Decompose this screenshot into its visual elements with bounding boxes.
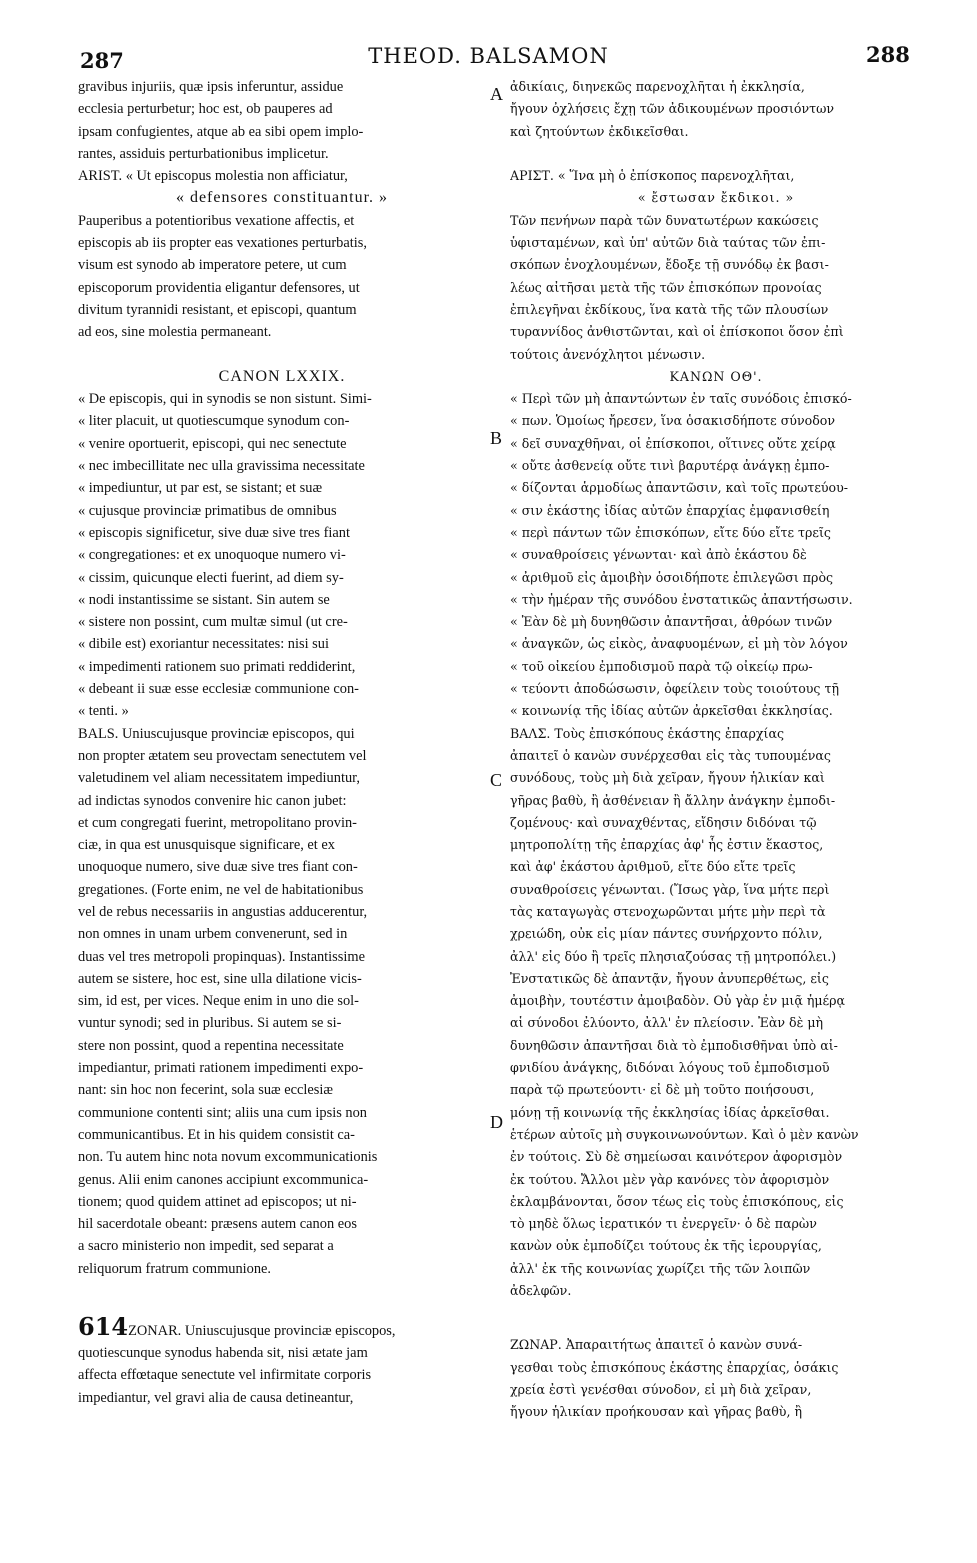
text-line: ἀπαιτεῖ ὁ κανὼν συνέρχεσθαι εἰς τὰς τυπουμένας — [510, 747, 831, 763]
text-line: « cissim, quicunque electi fuerint, ad diem sy- — [78, 569, 344, 586]
text-line: ἤγουν ἡλικίαν προήκουσαν καὶ γῆρας βαθὺ, ἢ — [510, 1404, 803, 1420]
column-number-marker: 614 — [78, 1312, 129, 1342]
text-line: stere non possint, quod a repentina necessitate — [78, 1037, 344, 1054]
text-line: communione contenti sint; aliis una cum ipsis non — [78, 1104, 367, 1121]
text-line: et cum congregati fuerint, metropolitano provin- — [78, 814, 357, 831]
text-line: ARIST. « Ut episcopus molestia non afficiatur, — [78, 168, 348, 185]
text-line: παρὰ τῷ πρωτεύοντι· εἰ δὲ μὴ τοῦτο ποιήσουσι, — [510, 1082, 815, 1098]
text-line: CANON LXXIX. — [218, 367, 346, 385]
text-line: episcoporum providentia eligantur defensores, ut — [78, 279, 360, 296]
text-line: ἐκλαμβάνονται, ὅσον τέως εἰς τοὺς ἐπισκόπους, εἰς — [510, 1193, 844, 1209]
text-line: episcopis ab iis propter eas vexationes perturbatis, — [78, 235, 367, 252]
text-line: gravibus injuriis, quæ ipsis inferuntur, assidue — [78, 79, 344, 95]
blank-line — [78, 344, 486, 366]
blank-line — [510, 143, 922, 165]
text-line: « congregationes: et ex unoquoque numero vi- — [78, 547, 346, 564]
text-line: « Περὶ τῶν μὴ ἀπαντώντων ἐν ταῖς συνόδοις ἐπισκό- — [510, 391, 852, 407]
text-line: γῆρας βαθὺ, ἢ ἀσθένειαν ἢ ἄλλην ἀνάγκην ἐμποδι- — [510, 792, 836, 808]
text-line: ἐν τούτοις. Σὺ δὲ σημείωσαι καινότερον ἀφορισμὸν — [510, 1149, 843, 1165]
text-line: ἀδελφῶν. — [510, 1283, 572, 1299]
text-line: ecclesia perturbetur; hoc est, ob pauperes ad — [78, 101, 333, 118]
text-line: communicantibus. Et in his quidem consistit ca- — [78, 1126, 355, 1143]
text-line: a sacro ministerio non impedit, sed separat a — [78, 1238, 334, 1255]
text-line: « nodi instantissime se sistant. Sin autem se — [78, 591, 330, 608]
text-line: « τοῦ οἰκείου ἐμποδισμοῦ παρὰ τῷ οἰκείῳ πρω- — [510, 658, 813, 674]
latin-column — [78, 76, 486, 1409]
text-line: « δίζονται ἁρμοδίως ἀπαντῶσιν, καὶ τοῖς πρωτεύου- — [510, 480, 849, 496]
text-line: « ἔστωσαν ἔκδικοι. » — [637, 190, 795, 206]
text-line: συναθροίσεις γένωνται. (Ἴσως γὰρ, ἵνα μήτε περὶ — [510, 881, 830, 897]
text-line: « impedimenti rationem suo primati reddiderint, — [78, 658, 356, 675]
text-line: « sistere non possint, cum multæ simul (ut cre- — [78, 614, 348, 631]
latin-text-lines — [78, 76, 486, 1280]
text-line: συνόδους, τοὺς μὴ διὰ χεῖραν, ἤγουν ἡλικίαν καὶ — [510, 770, 825, 786]
text-line: γεσθαι τοὺς ἐπισκόπους ἑκάστης ἐπαρχίας, ὁσάκις — [510, 1359, 839, 1375]
text-line: rantes, assiduis perturbationibus implicetur. — [78, 145, 329, 162]
text-line: « debeant ii suæ esse ecclesiæ communione con- — [78, 681, 359, 698]
text-line: quotiescunque synodus habenda sit, nisi ætate jam — [78, 1345, 368, 1362]
text-line: τὸ μηδὲ ὅλως ἱερατικόν τι ἐνεργεῖν· ὁ δὲ παρὼν — [510, 1216, 817, 1232]
text-line: vel de rebus necessariis in angustias adducerentur, — [78, 903, 368, 920]
text-line: « οὔτε ἀσθενείᾳ οὔτε τινὶ βαρυτέρᾳ ἀνάγκῃ ἐμπο- — [510, 458, 830, 474]
text-line: ἐκ τούτου. Ἄλλοι μὲν γὰρ κανόνες τὸν ἀφορισμὸν — [510, 1171, 830, 1187]
text-line: genus. Alii enim canones accipiunt excommunica- — [78, 1171, 369, 1188]
text-line: « σιν ἑκάστης ἰδίας αὐτῶν ἐπαρχίας ἐμφανισθείη — [510, 502, 830, 518]
greek-column — [510, 76, 922, 1424]
text-line: ἀμοιβὴν, τουτέστιν ἀμοιβαδὸν. Οὐ γὰρ ἐν μιᾷ ἡμέρᾳ — [510, 993, 846, 1009]
text-line: reliquorum fratrum communione. — [78, 1260, 272, 1277]
text-line: « τεύοντι ἀποδώσωσιν, ὀφείλειν τοὺς τοιούτους τῇ — [510, 681, 840, 697]
text-line: unoquoque numero, sive duæ sive tres fiant con- — [78, 859, 358, 876]
text-line: « dibile est) exoriantur necessitates: nisi sui — [78, 636, 329, 653]
text-line: « venire oportuerit, episcopi, qui nec senectute — [78, 435, 347, 452]
text-line: ad eos, sine molestia permaneant. — [78, 324, 272, 341]
text-line: χρεία ἐστὶ γενέσθαι σύνοδον, εἰ μὴ διὰ χεῖραν, — [510, 1381, 812, 1397]
text-line: καὶ ἀφ' ἑκάστου ἀριθμοῦ, εἴτε δύο εἴτε τρεῖς — [510, 859, 796, 875]
text-line: ἀδικίαις, διηνεκῶς παρενοχλῆται ἡ ἐκκλησία, — [510, 79, 805, 94]
text-line: ἀλλ' ἐκ τῆς κοινωνίας χωρίζει τῆς τῶν λοιπῶν — [510, 1260, 811, 1276]
text-line: ἑτέρων αὐτοῖς μὴ συγκοινωνούντων. Καὶ ὁ μὲν κανὼν — [510, 1126, 859, 1142]
margin-letter-c: C — [490, 770, 503, 790]
text-line: αἱ σύνοδοι ἐλύοντο, ἀλλ' ἐν πλείοσιν. Ἐὰν δὲ μὴ — [510, 1015, 824, 1031]
zonar-first-line — [78, 1312, 486, 1342]
text-line: λέως αἰτῆσαι μετὰ τῆς τῶν ἐπισκόπων προνοίας — [510, 279, 822, 295]
text-line: σκόπων ἐνοχλουμένων, ἔδοξε τῇ συνόδῳ ἐκ βασι- — [510, 257, 829, 273]
text-line: δυνηθῶσιν ἀπαντῆσαι διὰ τὸ ἐμποδισθῆναι ὑπὸ αἰ- — [510, 1037, 838, 1053]
text-line: « Ἐὰν δὲ μὴ δυνηθῶσιν ἀπαντῆσαι, ἀθρόων τινῶν — [510, 614, 833, 630]
text-line: ἐπιλεγῆναι ἐκδίκους, ἵνα κατὰ τῆς τῶν πλουσίων — [510, 301, 829, 317]
text-line: « impediuntur, ut par est, se sistant; et suæ — [78, 480, 323, 497]
text-line: « περὶ πάντων τῶν ἐπισκόπων, εἴτε δύο εἴτε τρεῖς — [510, 524, 831, 540]
margin-letter-d: D — [490, 1112, 503, 1132]
text-line: impediantur, primati rationem impedimenti expo- — [78, 1060, 364, 1077]
left-page-number: 287 — [80, 48, 124, 73]
text-line: « nec imbecillitate nec ulla gravissima necessitate — [78, 458, 365, 475]
text-line: « κοινωνίᾳ τῆς ἰδίας αὐτῶν ἀρκεῖσθαι ἐκκλησίας. — [510, 703, 833, 719]
text-line: ΑΡΙΣΤ. « Ἵνα μὴ ὁ ἐπίσκοπος παρενοχλῆται, — [510, 168, 795, 184]
text-line: Τῶν πενήνων παρὰ τῶν δυνατωτέρων κακώσεις — [510, 212, 819, 228]
running-title: THEOD. BALSAMON — [368, 44, 609, 68]
text-line: « δεῖ συναχθῆναι, οἱ ἐπίσκοποι, οἵτινες οὔτε χείρᾳ — [510, 435, 836, 451]
text-line: « τὴν ἡμέραν τῆς συνόδου ἐνστατικῶς ἀπαντήσωσιν. — [510, 591, 853, 607]
margin-letter-a: A — [490, 84, 503, 104]
text-line: μητροπολίτῃ τῆς ἐπαρχίας ἀφ' ἧς ἐστιν ἕκαστος, — [510, 837, 824, 853]
text-line: ζομένους· καὶ συναχθέντας, εἴδησιν διδόναι τῷ — [510, 814, 817, 830]
right-page-number: 288 — [866, 42, 910, 67]
text-line: non omnes in unam urbem convenerunt, sed in — [78, 926, 348, 943]
text-line: tionem; quod quidem attinet ad episcopos; ut ni- — [78, 1193, 357, 1210]
text-line: « πων. Ὁμοίως ἤρεσεν, ἵνα ὁσακισδήποτε σύνοδον — [510, 413, 836, 429]
text-line: ipsam confugientes, atque ab ea sibi opem implo- — [78, 123, 364, 140]
text-line: sim, id est, per vices. Neque enim in uno die sol- — [78, 993, 359, 1010]
text-line: χρειώδη, οὐκ εἰς μίαν πάντες συνήρχοντο πόλιν, — [510, 926, 823, 942]
text-line: « liter placuit, ut quotiescumque synodum con- — [78, 413, 350, 430]
text-line: ὑφισταμένων, καὶ ὑπ' αὐτῶν διὰ ταύτας τῶν ἐπι- — [510, 235, 826, 251]
text-line: impediantur, vel gravi alia de causa detineantur, — [78, 1389, 354, 1406]
text-line: τούτοις ἀνενόχλητοι μένωσιν. — [510, 346, 706, 362]
text-line: ciæ, in qua est unusquisque significare, et ex — [78, 837, 335, 854]
zonar-heading-line: ZONAR. Uniuscujusque provinciæ episcopos, — [128, 1323, 396, 1340]
text-line: κανὼν οὐκ ἐμποδίζει τούτους ἐκ τῆς ἱερουργίας, — [510, 1238, 822, 1254]
text-line: « ἀριθμοῦ εἰς ἀμοιβὴν ὁσοιδήποτε ἐπιλεγῶσι πρὸς — [510, 569, 834, 585]
text-line: φνιδίου ἀνάγκης, διδόναι λόγους τοῦ ἐμποδισμοῦ — [510, 1060, 830, 1076]
text-line: valetudinem vel aliam necessitatem impediuntur, — [78, 770, 360, 787]
text-line: BALS. Uniuscujusque provinciæ episcopos, qui — [78, 725, 355, 742]
text-line: τὰς καταγωγὰς στενοχωρῶνται μήτε μὴν περὶ τὰ — [510, 903, 826, 919]
text-line: ΒΑΛΣ. Τοὺς ἐπισκόπους ἑκάστης ἐπαρχίας — [510, 725, 785, 741]
text-line: « episcopis significetur, sive duæ sive tres fiant — [78, 524, 350, 541]
text-line: gregationes. (Forte enim, ne vel de habitationibus — [78, 881, 364, 898]
text-line: « defensores constituantur. » — [175, 189, 389, 207]
text-line: « tenti. » — [78, 703, 129, 720]
text-line: ἤγουν ὀχλήσεις ἔχῃ τῶν ἀδικουμένων προσιόντων — [510, 101, 835, 117]
text-line: autem se sistere, hoc est, sine ulla dilatione vicis- — [78, 970, 362, 987]
text-line: non propter ætatem seu provectam senectutem vel — [78, 747, 367, 764]
text-line: « De episcopis, qui in synodis se non sistunt. Simi- — [78, 391, 372, 408]
text-line: ΖΩΝΑΡ. Ἀπαραιτήτως ἀπαιτεῖ ὁ κανὼν συνά- — [510, 1337, 803, 1353]
text-line: Ἐνστατικῶς δὲ ἀπαντᾷν, ἤγουν ἀνυπερθέτως, εἰς — [510, 970, 829, 986]
text-line: « συναθροίσεις γένωνται· καὶ ἀπὸ ἑκάστου δὲ — [510, 547, 807, 563]
text-line: ἀλλ' εἰς δύο ἢ τρεῖς πλησιαζούσας τῇ μητροπόλει.) — [510, 948, 837, 964]
text-line: non. Tu autem hinc nota novum excommunicationis — [78, 1149, 378, 1166]
text-line: μόνῃ τῇ κοινωνίᾳ τῆς ἐκκλησίας ἰδίας ἀρκεῖσθαι. — [510, 1104, 830, 1120]
text-line: nant: sin hoc non fecerint, sola suæ ecclesiæ — [78, 1082, 333, 1099]
text-line: divitum tyrannidi resistant, et episcopi, quantum — [78, 301, 357, 318]
text-line: visum est synodo ab imperatore petere, ut cum — [78, 257, 347, 274]
text-line: ΚΑΝΩΝ ΟΘ'. — [669, 368, 763, 384]
text-line: « ἀναγκῶν, ὡς εἰκὸς, ἀναφυομένων, εἰ μὴ τὸν λόγον — [510, 636, 848, 652]
margin-letter-b: B — [490, 428, 503, 448]
text-line: vuntur synodi; sed in pluribus. Si autem se si- — [78, 1015, 342, 1032]
text-line: « cujusque provinciæ primatibus de omnibus — [78, 502, 337, 519]
greek-text-lines — [510, 76, 922, 1302]
text-line: καὶ ζητούντων ἐκδικεῖσθαι. — [510, 123, 689, 139]
text-line: duas vel tres metropoli propinquas). Instantissime — [78, 948, 365, 965]
text-line: hil sacerdotale obeant: præsens autem canon eos — [78, 1216, 357, 1233]
text-line: ad indictas synodos convenire hic canon jubet: — [78, 792, 347, 809]
text-line: τυραννίδος ἀνθιστῶνται, καὶ οἱ ἐπίσκοποι ὅσον ἐπὶ — [510, 324, 844, 340]
text-line: affecta effœtaque senectute vel infirmitate corporis — [78, 1367, 372, 1384]
text-line: Pauperibus a potentioribus vexatione affectis, et — [78, 212, 355, 229]
